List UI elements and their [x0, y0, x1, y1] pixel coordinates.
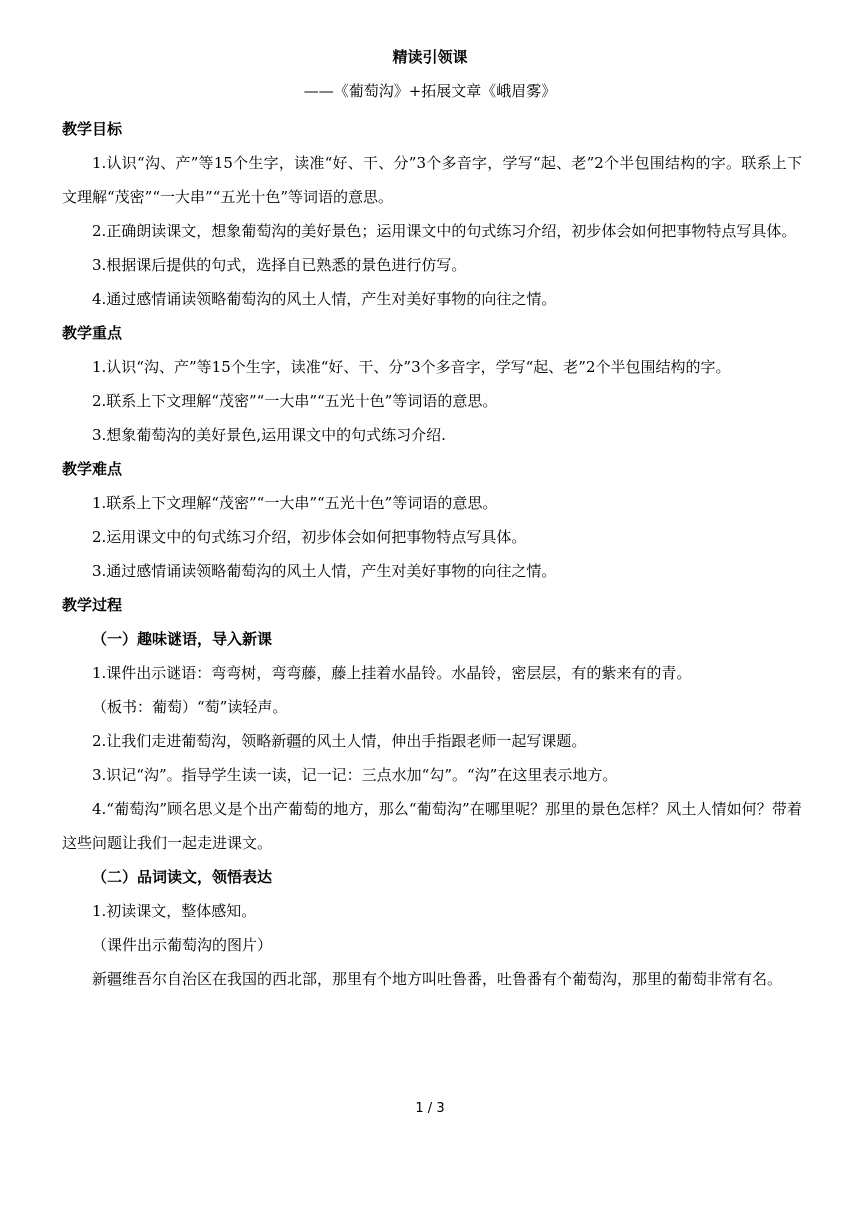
heading-goals: 教学目标: [62, 120, 123, 138]
page-subtitle: ——《葡萄沟》+拓展文章《峨眉雾》: [303, 82, 557, 100]
goal-item: 1.认识“沟、产”等15个生字，读准“好、干、分”3个多音字，学写“起、老”2个半包围结构的字。联系上下文理解“茂密”“一大串”“五光十色”等词语的意思。: [62, 154, 802, 206]
page-title: 精读引领课: [392, 48, 468, 66]
key-point-item: 2.联系上下文理解“茂密”“一大串”“五光十色”等词语的意思。: [92, 392, 498, 410]
heading-key-points: 教学重点: [62, 324, 123, 342]
difficulty-item: 2.运用课文中的句式练习介绍，初步体会如何把事物特点写具体。: [92, 528, 527, 546]
key-point-item: 1.认识“沟、产”等15个生字，读准“好、干、分”3个多音字，学写“起、老”2个半包围结构的字。: [92, 358, 731, 376]
process-section-title: （一）趣味谜语，导入新课: [92, 630, 273, 648]
key-point-item: 3.想象葡萄沟的美好景色,运用课文中的句式练习介绍.: [92, 426, 446, 444]
process-item: 1.课件出示谜语：弯弯树，弯弯藤，藤上挂着水晶铃。水晶铃，密层层，有的紫来有的青。: [92, 664, 692, 682]
document-body: [62, 112, 802, 996]
process-item: （课件出示葡萄沟的图片）: [92, 936, 273, 954]
heading-process: 教学过程: [62, 596, 123, 614]
heading-difficulties: 教学难点: [62, 460, 123, 478]
process-item: 3.识记“沟”。指导学生读一读，记一记：三点水加“勾”。“沟”在这里表示地方。: [92, 766, 618, 784]
process-section-title: （二）品词读文，领悟表达: [92, 868, 273, 886]
difficulty-item: 3.通过感情诵读领略葡萄沟的风土人情，产生对美好事物的向往之情。: [92, 562, 557, 580]
process-item: 4.“葡萄沟”顾名思义是个出产葡萄的地方，那么“葡萄沟”在哪里呢？那里的景色怎样？风土人情如何？带着这些问题让我们一起走进课文。: [62, 800, 802, 852]
difficulty-item: 1.联系上下文理解“茂密”“一大串”“五光十色”等词语的意思。: [92, 494, 498, 512]
goal-item: 2.正确朗读课文，想象葡萄沟的美好景色；运用课文中的句式练习介绍，初步体会如何把事物特点写具体。: [92, 222, 797, 240]
goal-item: 3.根据课后提供的句式，选择自已熟悉的景色进行仿写。: [92, 256, 467, 274]
process-item: 1.初读课文，整体感知。: [92, 902, 257, 920]
goal-item: 4.通过感情诵读领略葡萄沟的风土人情，产生对美好事物的向往之情。: [92, 290, 557, 308]
process-item: 新疆维吾尔自治区在我国的西北部，那里有个地方叫吐鲁番，吐鲁番有个葡萄沟，那里的葡萄非常有名。: [92, 970, 783, 988]
process-item: （板书：葡萄）“萄”读轻声。: [92, 698, 288, 716]
page-number: 1 / 3: [415, 1101, 445, 1116]
process-item: 2.让我们走进葡萄沟，领略新疆的风土人情，伸出手指跟老师一起写课题。: [92, 732, 587, 750]
